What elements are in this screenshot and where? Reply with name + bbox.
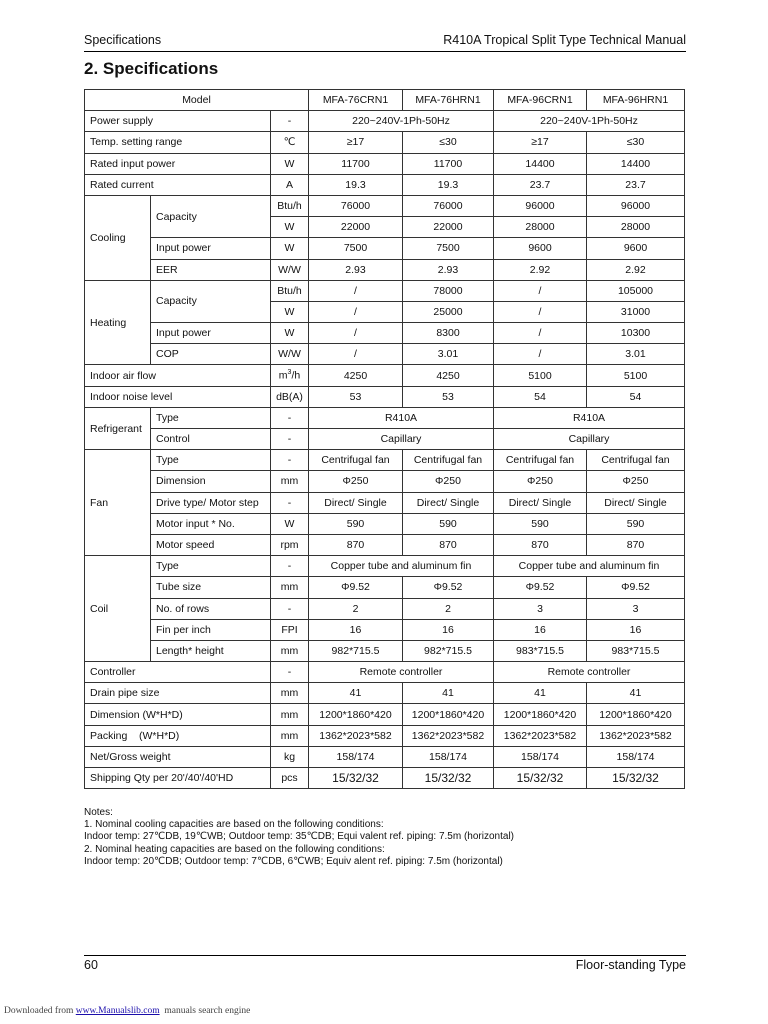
- row-label: Indoor air flow: [85, 365, 271, 386]
- row-label: Motor input * No.: [151, 513, 271, 534]
- unit-cell: -: [271, 407, 309, 428]
- unit-cell: ℃: [271, 132, 309, 153]
- notes-line: Notes:: [84, 807, 113, 818]
- model-name: MFA-96CRN1: [494, 90, 587, 111]
- group-label-coil: Coil: [85, 556, 151, 662]
- row-label: Fin per inch: [151, 619, 271, 640]
- table-row: [85, 746, 685, 767]
- table-row: [85, 450, 685, 471]
- row-label: Indoor noise level: [85, 386, 271, 407]
- value-cell: 10300: [587, 323, 685, 344]
- value-cell: 28000: [587, 217, 685, 238]
- value-cell: 3.01: [587, 344, 685, 365]
- value-cell: 78000: [403, 280, 494, 301]
- table-row: [85, 704, 685, 725]
- row-label: Drive type/ Motor step: [151, 492, 271, 513]
- row-label: EER: [151, 259, 271, 280]
- value-cell: 23.7: [587, 174, 685, 195]
- table-row: [85, 534, 685, 555]
- value-cell: 870: [587, 534, 685, 555]
- unit-cell: rpm: [271, 534, 309, 555]
- value-cell: 2.92: [587, 259, 685, 280]
- value-cell: 14400: [494, 153, 587, 174]
- page-number: 60: [84, 958, 98, 972]
- unit-cell: FPI: [271, 619, 309, 640]
- unit-cell: mm: [271, 683, 309, 704]
- value-cell: 220~240V-1Ph-50Hz: [309, 111, 494, 132]
- value-cell: 96000: [587, 195, 685, 216]
- value-cell: Direct/ Single: [587, 492, 685, 513]
- row-label: Temp. setting range: [85, 132, 271, 153]
- model-name: MFA-96HRN1: [587, 90, 685, 111]
- value-cell: 870: [494, 534, 587, 555]
- unit-cell: -: [271, 662, 309, 683]
- value-cell: Remote controller: [309, 662, 494, 683]
- value-cell: 41: [494, 683, 587, 704]
- value-cell: Φ9.52: [309, 577, 403, 598]
- footer-product-type: Floor-standing Type: [575, 958, 686, 972]
- value-cell: 590: [587, 513, 685, 534]
- unit-tail: /h: [291, 369, 301, 382]
- value-cell: 8300: [403, 323, 494, 344]
- footer-divider: [84, 955, 686, 956]
- unit-cell: mm: [271, 471, 309, 492]
- header-divider: [84, 51, 686, 52]
- unit-cell: -: [271, 111, 309, 132]
- value-cell: 16: [587, 619, 685, 640]
- unit-cell: Btu/h: [271, 195, 309, 216]
- row-label: Dimension (W*H*D): [85, 704, 271, 725]
- value-cell: 25000: [403, 301, 494, 322]
- value-cell: 105000: [587, 280, 685, 301]
- value-cell: 23.7: [494, 174, 587, 195]
- table-row: [85, 640, 685, 661]
- unit-cell: Btu/h: [271, 280, 309, 301]
- value-cell: ≥17: [309, 132, 403, 153]
- value-cell: 590: [403, 513, 494, 534]
- row-label: Capacity: [151, 280, 271, 322]
- value-cell: /: [494, 323, 587, 344]
- value-cell: 2.92: [494, 259, 587, 280]
- value-cell: Centrifugal fan: [587, 450, 685, 471]
- value-cell: 14400: [587, 153, 685, 174]
- unit-cell: dB(A): [271, 386, 309, 407]
- value-cell: 76000: [403, 195, 494, 216]
- value-cell: 22000: [309, 217, 403, 238]
- row-label: Dimension: [151, 471, 271, 492]
- row-label: Net/Gross weight: [85, 746, 271, 767]
- notes-line: 2. Nominal heating capacities are based on the following conditions:: [84, 843, 385, 855]
- row-label: No. of rows: [151, 598, 271, 619]
- value-cell: 54: [587, 386, 685, 407]
- section-title: 2. Specifications: [84, 59, 219, 78]
- row-label: Input power: [151, 323, 271, 344]
- table-row: [85, 662, 685, 683]
- row-label: Power supply: [85, 111, 271, 132]
- row-label: Control: [151, 429, 271, 450]
- value-cell: Capillary: [309, 429, 494, 450]
- value-cell: 15/32/32: [587, 768, 685, 789]
- value-cell: Centrifugal fan: [403, 450, 494, 471]
- value-cell: Φ250: [494, 471, 587, 492]
- value-cell: R410A: [309, 407, 494, 428]
- value-cell: 76000: [309, 195, 403, 216]
- value-cell: 15/32/32: [309, 768, 403, 789]
- value-cell: Capillary: [494, 429, 685, 450]
- value-cell: 41: [309, 683, 403, 704]
- value-cell: 1200*1860*420: [403, 704, 494, 725]
- table-row: [85, 577, 685, 598]
- value-cell: 96000: [494, 195, 587, 216]
- value-cell: 870: [309, 534, 403, 555]
- value-cell: Direct/ Single: [403, 492, 494, 513]
- table-row: [85, 365, 685, 386]
- value-cell: ≤30: [587, 132, 685, 153]
- value-cell: 54: [494, 386, 587, 407]
- table-row: [85, 768, 685, 789]
- value-cell: Centrifugal fan: [309, 450, 403, 471]
- header-manual-title: R410A Tropical Split Type Technical Manual: [443, 33, 686, 47]
- value-cell: 1200*1860*420: [587, 704, 685, 725]
- unit-cell: mm: [271, 640, 309, 661]
- value-cell: 19.3: [309, 174, 403, 195]
- notes-line: Indoor temp: 27℃DB, 19℃WB; Outdoor temp: 35℃DB; Equi valent ref. piping: 7.5m (horizontal): [84, 831, 514, 843]
- row-label: Capacity: [151, 195, 271, 237]
- row-label: Rated input power: [85, 153, 271, 174]
- table-row: [85, 195, 685, 216]
- unit-cell: W/W: [271, 259, 309, 280]
- unit-cell: W: [271, 217, 309, 238]
- value-cell: Copper tube and aluminum fin: [309, 556, 494, 577]
- table-row: [85, 471, 685, 492]
- row-label: Length* height: [151, 640, 271, 661]
- table-row: [85, 556, 685, 577]
- value-cell: Φ250: [403, 471, 494, 492]
- table-row: [85, 174, 685, 195]
- table-row: [85, 386, 685, 407]
- value-cell: 11700: [309, 153, 403, 174]
- table-row: [85, 132, 685, 153]
- value-cell: 3.01: [403, 344, 494, 365]
- value-cell: 28000: [494, 217, 587, 238]
- unit-cell: W: [271, 301, 309, 322]
- value-cell: 983*715.5: [494, 640, 587, 661]
- value-cell: 870: [403, 534, 494, 555]
- row-label: Controller: [85, 662, 271, 683]
- value-cell: 158/174: [587, 746, 685, 767]
- table-row: [85, 725, 685, 746]
- notes-line: 1. Nominal cooling capacities are based on the following conditions:: [84, 819, 384, 831]
- value-cell: 982*715.5: [309, 640, 403, 661]
- unit-cell: W: [271, 323, 309, 344]
- table-row: [85, 111, 685, 132]
- value-cell: /: [494, 301, 587, 322]
- value-cell: 16: [494, 619, 587, 640]
- table-row: [85, 619, 685, 640]
- unit-cell: W: [271, 238, 309, 259]
- manualslib-link[interactable]: www.Manualslib.com: [75, 1006, 160, 1016]
- header-section-label: Specifications: [84, 33, 162, 47]
- value-cell: Direct/ Single: [309, 492, 403, 513]
- model-name: MFA-76CRN1: [309, 90, 403, 111]
- value-cell: 11700: [403, 153, 494, 174]
- value-cell: 2: [309, 598, 403, 619]
- value-cell: /: [309, 323, 403, 344]
- value-cell: 7500: [309, 238, 403, 259]
- value-cell: 5100: [587, 365, 685, 386]
- value-cell: Copper tube and aluminum fin: [494, 556, 685, 577]
- value-cell: 220~240V-1Ph-50Hz: [494, 111, 685, 132]
- unit-superscript: 3: [287, 369, 292, 377]
- value-cell: 9600: [494, 238, 587, 259]
- row-label: Type: [151, 407, 271, 428]
- download-notice: [4, 1006, 250, 1016]
- table-row: [85, 90, 685, 111]
- value-cell: 16: [403, 619, 494, 640]
- table-row: [85, 513, 685, 534]
- value-cell: 1362*2023*582: [494, 725, 587, 746]
- unit-cell: -: [271, 556, 309, 577]
- value-cell: 53: [403, 386, 494, 407]
- value-cell: Centrifugal fan: [494, 450, 587, 471]
- value-cell: 41: [403, 683, 494, 704]
- value-cell: Remote controller: [494, 662, 685, 683]
- unit-cell: W/W: [271, 344, 309, 365]
- unit-cell: W: [271, 153, 309, 174]
- unit-cell: mm: [271, 577, 309, 598]
- value-cell: 2.93: [403, 259, 494, 280]
- value-cell: 31000: [587, 301, 685, 322]
- table-row: [85, 259, 685, 280]
- value-cell: 5100: [494, 365, 587, 386]
- unit-cell: -: [271, 598, 309, 619]
- model-name: MFA-76HRN1: [403, 90, 494, 111]
- value-cell: 53: [309, 386, 403, 407]
- value-cell: 22000: [403, 217, 494, 238]
- value-cell: Φ250: [587, 471, 685, 492]
- value-cell: 4250: [309, 365, 403, 386]
- table-row: [85, 407, 685, 428]
- value-cell: Φ9.52: [494, 577, 587, 598]
- notes-line: Indoor temp: 20℃DB; Outdoor temp: 7℃DB, 6℃WB; Equiv alent ref. piping: 7.5m (horizontal): [84, 855, 503, 867]
- download-suffix: manuals search engine: [159, 1006, 251, 1016]
- table-row: [85, 344, 685, 365]
- table-row: [85, 153, 685, 174]
- model-label: Model: [85, 90, 309, 111]
- value-cell: R410A: [494, 407, 685, 428]
- row-label: Motor speed: [151, 534, 271, 555]
- row-label: Type: [151, 450, 271, 471]
- value-cell: 15/32/32: [494, 768, 587, 789]
- value-cell: /: [309, 301, 403, 322]
- unit-cell: -: [271, 450, 309, 471]
- group-label-fan: Fan: [85, 450, 151, 556]
- value-cell: 2: [403, 598, 494, 619]
- row-label: Tube size: [151, 577, 271, 598]
- group-label-refrigerant: Refrigerant: [85, 407, 151, 449]
- unit-cell: pcs: [271, 768, 309, 789]
- value-cell: 982*715.5: [403, 640, 494, 661]
- value-cell: 2.93: [309, 259, 403, 280]
- table-row: [85, 323, 685, 344]
- specifications-table: [84, 89, 685, 789]
- unit-cell: mm: [271, 725, 309, 746]
- row-label: Shipping Qty per 20'/40'/40'HD: [85, 768, 271, 789]
- group-label-heating: Heating: [85, 280, 151, 365]
- unit-cell: [271, 365, 309, 386]
- table-row: [85, 492, 685, 513]
- value-cell: ≥17: [494, 132, 587, 153]
- row-label: Drain pipe size: [85, 683, 271, 704]
- value-cell: 41: [587, 683, 685, 704]
- table-row: [85, 280, 685, 301]
- table-row: [85, 683, 685, 704]
- value-cell: /: [494, 280, 587, 301]
- row-label: Type: [151, 556, 271, 577]
- value-cell: 1362*2023*582: [587, 725, 685, 746]
- value-cell: 19.3: [403, 174, 494, 195]
- value-cell: 1362*2023*582: [403, 725, 494, 746]
- value-cell: 158/174: [309, 746, 403, 767]
- value-cell: 590: [309, 513, 403, 534]
- unit-cell: mm: [271, 704, 309, 725]
- value-cell: 1362*2023*582: [309, 725, 403, 746]
- value-cell: 1200*1860*420: [494, 704, 587, 725]
- value-cell: 4250: [403, 365, 494, 386]
- value-cell: 15/32/32: [403, 768, 494, 789]
- value-cell: Direct/ Single: [494, 492, 587, 513]
- row-label: Rated current: [85, 174, 271, 195]
- value-cell: 983*715.5: [587, 640, 685, 661]
- value-cell: 1200*1860*420: [309, 704, 403, 725]
- value-cell: 158/174: [403, 746, 494, 767]
- value-cell: ≤30: [403, 132, 494, 153]
- value-cell: 158/174: [494, 746, 587, 767]
- value-cell: 7500: [403, 238, 494, 259]
- value-cell: /: [309, 344, 403, 365]
- value-cell: /: [494, 344, 587, 365]
- table-row: [85, 238, 685, 259]
- value-cell: 16: [309, 619, 403, 640]
- value-cell: 9600: [587, 238, 685, 259]
- row-label: Input power: [151, 238, 271, 259]
- value-cell: Φ9.52: [587, 577, 685, 598]
- value-cell: /: [309, 280, 403, 301]
- unit-cell: W: [271, 513, 309, 534]
- notes-block: [84, 807, 514, 868]
- value-cell: Φ9.52: [403, 577, 494, 598]
- unit-cell: -: [271, 429, 309, 450]
- value-cell: Φ250: [309, 471, 403, 492]
- group-label-cooling: Cooling: [85, 195, 151, 280]
- download-prefix: Downloaded from: [4, 1006, 76, 1016]
- unit-base: m: [278, 369, 288, 382]
- value-cell: 590: [494, 513, 587, 534]
- table-row: [85, 429, 685, 450]
- unit-cell: -: [271, 492, 309, 513]
- value-cell: 3: [494, 598, 587, 619]
- value-cell: 3: [587, 598, 685, 619]
- unit-cell: kg: [271, 746, 309, 767]
- row-label: COP: [151, 344, 271, 365]
- unit-cell: A: [271, 174, 309, 195]
- row-label: Packing (W*H*D): [85, 725, 271, 746]
- table-row: [85, 598, 685, 619]
